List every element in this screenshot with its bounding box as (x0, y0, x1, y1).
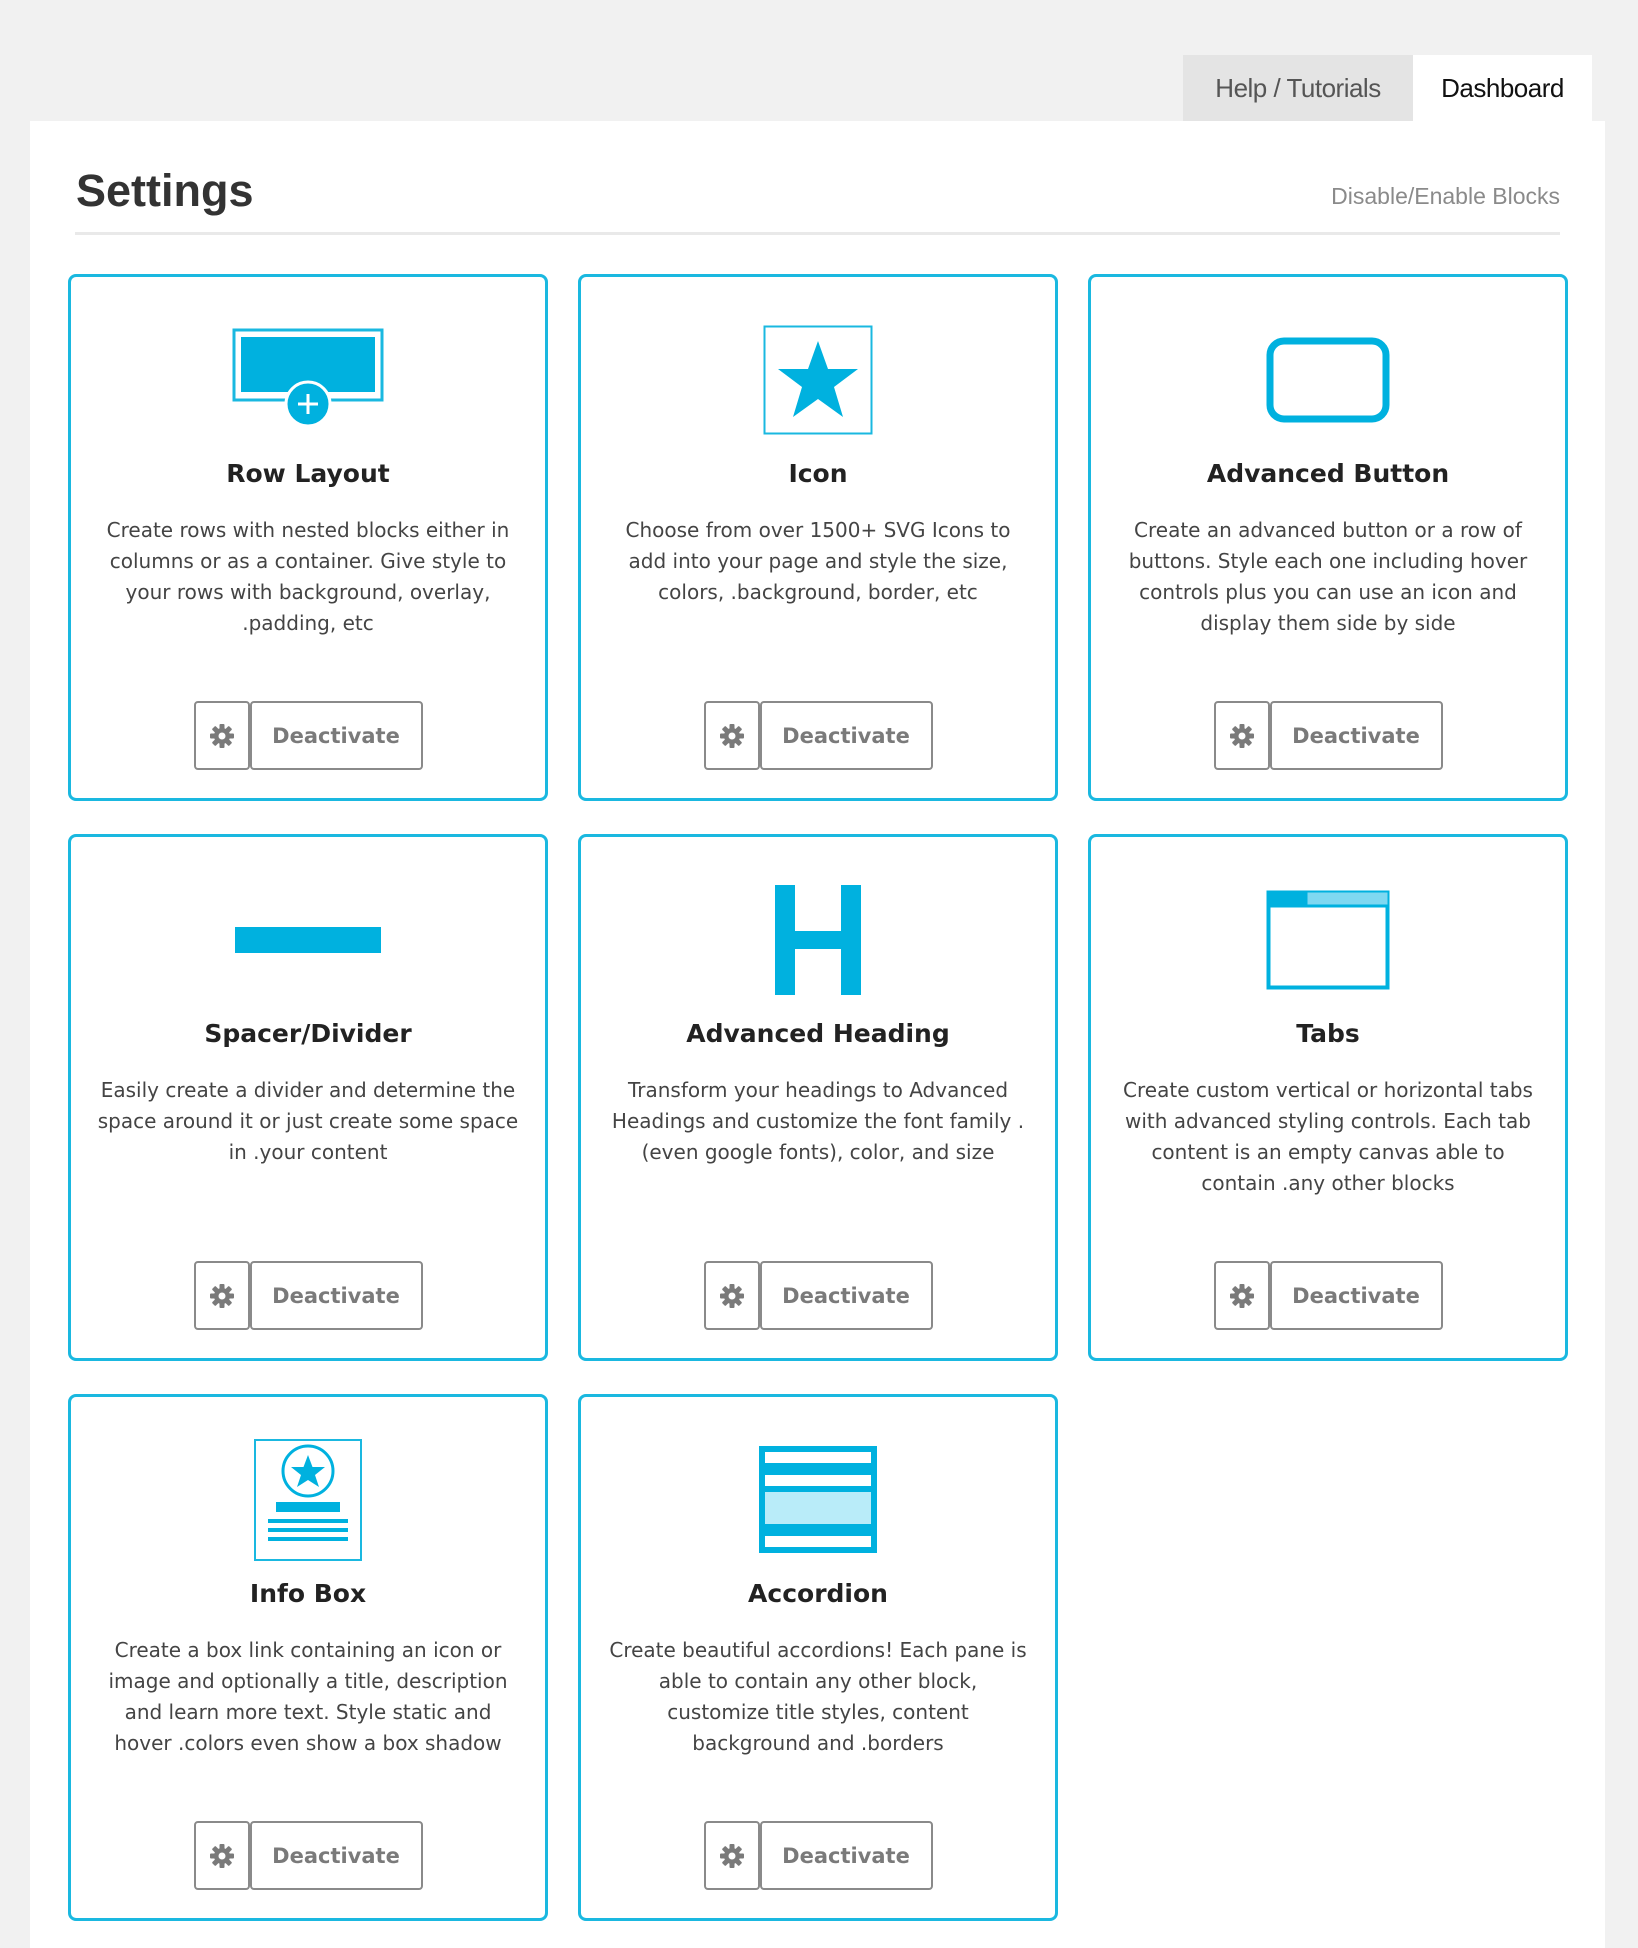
title-divider (75, 232, 1560, 235)
deactivate-button[interactable]: Deactivate (250, 701, 423, 770)
settings-button[interactable] (704, 1261, 760, 1330)
block-card-spacer-divider (68, 834, 548, 1361)
gear-icon (719, 1843, 745, 1869)
block-title: Row Layout (226, 459, 390, 488)
divider-icon (235, 925, 381, 955)
disable-enable-blocks-link[interactable]: Disable/Enable Blocks (1331, 183, 1560, 209)
gear-icon (1229, 723, 1255, 749)
block-card-row-layout (68, 274, 548, 801)
tabs-window-icon (1266, 890, 1390, 990)
top-tabs (1183, 55, 1592, 121)
settings-button[interactable] (194, 1261, 250, 1330)
block-card-info-box (68, 1394, 548, 1921)
gear-icon (209, 1283, 235, 1309)
block-description: Transform your headings to Advanced Headings and customize the font family .(even google fonts), color, and size (611, 1078, 1025, 1164)
row-layout-icon (232, 328, 384, 432)
gear-icon (209, 723, 235, 749)
star-icon (763, 325, 873, 435)
settings-button[interactable] (704, 1821, 760, 1890)
deactivate-button[interactable]: Deactivate (250, 1821, 423, 1890)
block-description: Create custom vertical or horizontal tabs with advanced styling controls. Each tab content is an empty canvas able to contain .any other blocks (1123, 1078, 1533, 1195)
gear-icon (719, 723, 745, 749)
block-title: Accordion (748, 1579, 888, 1608)
tab-dashboard[interactable]: Dashboard (1413, 55, 1592, 121)
deactivate-button[interactable]: Deactivate (250, 1261, 423, 1330)
block-description: Create beautiful accordions! Each pane is able to contain any other block, customize title styles, content background and .borders (609, 1638, 1027, 1755)
settings-panel (30, 121, 1605, 1948)
gear-icon (209, 1843, 235, 1869)
block-title: Advanced Heading (686, 1019, 950, 1048)
block-description: Choose from over 1500+ SVG Icons to add into your page and style the size, colors, .background, border, etc (625, 518, 1011, 604)
button-outline-icon (1266, 337, 1390, 423)
block-description: Easily create a divider and determine the space around it or just create some space in .your content (97, 1078, 519, 1164)
block-card-advanced-heading (578, 834, 1058, 1361)
block-title: Info Box (249, 1579, 367, 1608)
block-card-icon (578, 274, 1058, 801)
settings-button[interactable] (1214, 701, 1270, 770)
block-card-advanced-button (1088, 274, 1568, 801)
block-card-tabs (1088, 834, 1568, 1361)
deactivate-button[interactable]: Deactivate (1270, 701, 1443, 770)
settings-button[interactable] (194, 1821, 250, 1890)
block-description: Create a box link containing an icon or image and optionally a title, description and learn more text. Style static and hover .colors even show a box shadow (108, 1638, 508, 1755)
page-title: Settings (76, 165, 254, 216)
tab-help-tutorials[interactable]: Help / Tutorials (1183, 55, 1413, 121)
deactivate-button[interactable]: Deactivate (760, 1821, 933, 1890)
deactivate-button[interactable]: Deactivate (760, 701, 933, 770)
settings-button[interactable] (1214, 1261, 1270, 1330)
accordion-icon (759, 1446, 877, 1554)
block-description: Create rows with nested blocks either in columns or as a container. Give style to your rows with background, overlay, .padding, etc (106, 518, 510, 635)
gear-icon (719, 1283, 745, 1309)
block-title: Spacer/Divider (204, 1019, 412, 1048)
gear-icon (1229, 1283, 1255, 1309)
heading-h-icon (773, 885, 863, 995)
block-title: Icon (788, 459, 848, 488)
block-title: Advanced Button (1206, 459, 1450, 488)
settings-button[interactable] (194, 701, 250, 770)
block-description: Create an advanced button or a row of buttons. Style each one including hover controls plus you can use an icon and display them side by side (1128, 518, 1528, 635)
deactivate-button[interactable]: Deactivate (760, 1261, 933, 1330)
settings-button[interactable] (704, 701, 760, 770)
info-box-icon (254, 1439, 362, 1561)
block-title: Tabs (1296, 1019, 1360, 1048)
deactivate-button[interactable]: Deactivate (1270, 1261, 1443, 1330)
block-card-accordion (578, 1394, 1058, 1921)
